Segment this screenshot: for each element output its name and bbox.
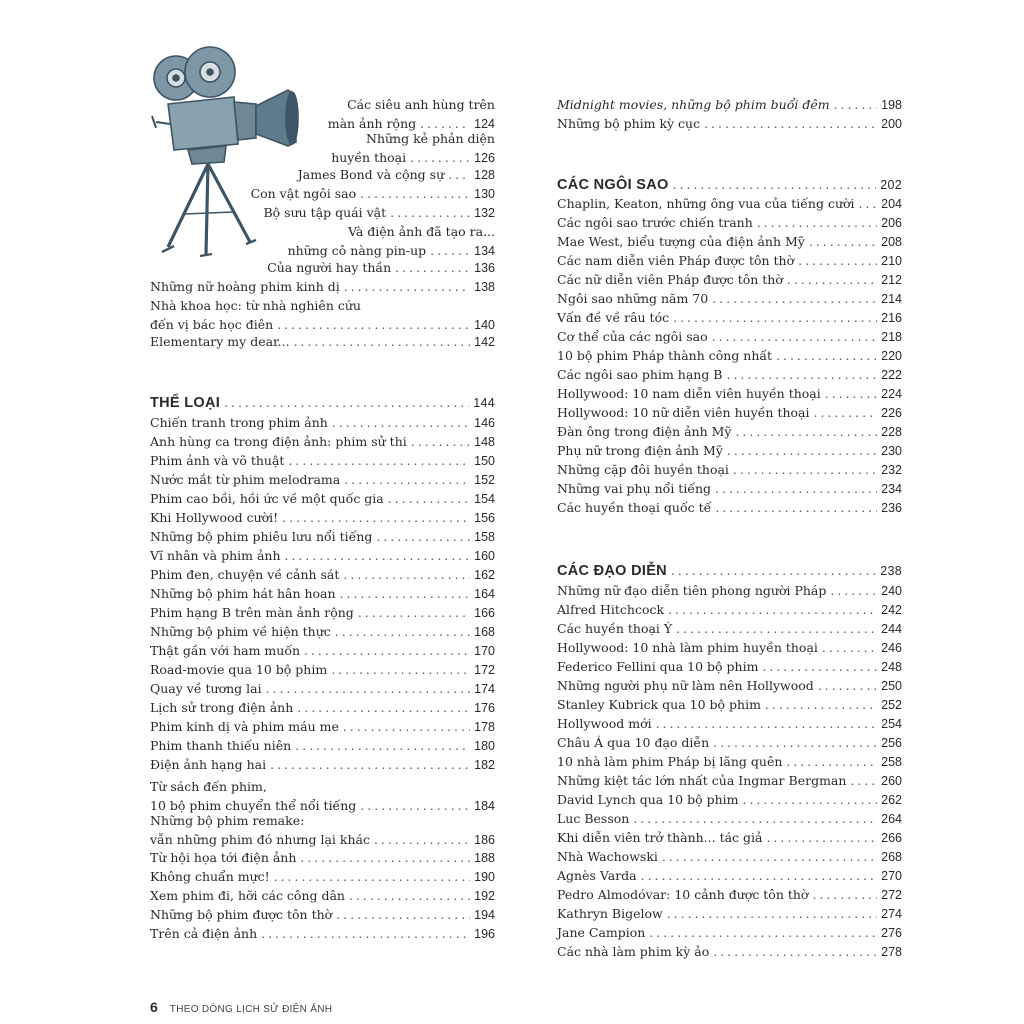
toc-entry[interactable]: Mae West, biểu tượng của điện ảnh Mỹ . . . 208 — [557, 232, 902, 252]
toc-entry[interactable]: Pedro Almodóvar: 10 cảnh được tôn thờ . . . 272 — [557, 885, 902, 905]
toc-entry[interactable]: Chiến tranh trong phim ảnh . . . 146 — [150, 413, 495, 433]
toc-entry[interactable]: Các huyền thoại Ý . . . 244 — [557, 619, 902, 639]
toc-entry[interactable]: Các huyền thoại quốc tế . . . 236 — [557, 498, 902, 518]
toc-entry[interactable]: Những bộ phim phiêu lưu nổi tiếng . . . 158 — [150, 527, 495, 547]
toc-entry[interactable]: Và điện ảnh đã tạo ra... những cô nàng pin-up . . . 134 — [150, 222, 495, 261]
toc-entry[interactable]: Phim ảnh và võ thuật . . . 150 — [150, 451, 495, 471]
toc-entry[interactable]: Phim cao bồi, hồi ức về một quốc gia . . . 154 — [150, 489, 495, 509]
toc-entry[interactable]: Federico Fellini qua 10 bộ phim . . . 248 — [557, 657, 902, 677]
page-footer — [150, 999, 332, 1015]
section-heading[interactable]: THỂ LOẠI . . . 144 — [150, 393, 495, 413]
toc-entry[interactable]: Các siêu anh hùng trên màn ảnh rộng . . . 124 — [150, 95, 495, 134]
toc-entry[interactable]: Agnès Varda . . . 270 — [557, 866, 902, 886]
toc-entry[interactable]: Những bộ phim kỳ cục . . . 200 — [557, 114, 902, 134]
toc-entry[interactable]: Con vật ngôi sao . . . 130 — [150, 184, 495, 204]
toc-entry[interactable]: Nước mắt từ phim melodrama . . . 152 — [150, 470, 495, 490]
section-heading[interactable]: CÁC NGÔI SAO . . . 202 — [557, 175, 902, 195]
toc-entry[interactable]: Phim đen, chuyện về cảnh sát . . . 162 — [150, 565, 495, 585]
toc-entry[interactable]: Hollywood: 10 nam diễn viên huyền thoại . . . 224 — [557, 384, 902, 404]
toc-entry[interactable]: Midnight movies, những bộ phim buổi đêm . . . 198 — [557, 95, 902, 115]
toc-entry[interactable]: James Bond và cộng sự . . . 128 — [150, 165, 495, 185]
running-title: THEO DÒNG LỊCH SỬ ĐIỆN ẢNH — [169, 1004, 333, 1015]
toc-entry[interactable]: Vấn đề về râu tóc . . . 216 — [557, 308, 902, 328]
toc-entry[interactable]: 10 bộ phim Pháp thành công nhất . . . 220 — [557, 346, 902, 366]
toc-entry[interactable]: Vĩ nhân và phim ảnh . . . 160 — [150, 546, 495, 566]
toc-entry[interactable]: Luc Besson . . . 264 — [557, 809, 902, 829]
toc-entry[interactable]: Stanley Kubrick qua 10 bộ phim . . . 252 — [557, 695, 902, 715]
toc-entry[interactable]: Bộ sưu tập quái vật . . . 132 — [150, 203, 495, 223]
toc-entry[interactable]: Các nam diễn viên Pháp được tôn thờ . . . 210 — [557, 251, 902, 271]
toc-entry[interactable]: Phim kinh dị và phim máu me . . . 178 — [150, 717, 495, 737]
toc-entry[interactable]: Thật gần với ham muốn . . . 170 — [150, 641, 495, 661]
toc-entry[interactable]: Trên cả điện ảnh . . . 196 — [150, 924, 495, 944]
toc-entry[interactable]: Quay về tương lai . . . 174 — [150, 679, 495, 699]
toc-entry[interactable]: Lịch sử trong điện ảnh . . . 176 — [150, 698, 495, 718]
toc-entry[interactable]: Phim hạng B trên màn ảnh rộng . . . 166 — [150, 603, 495, 623]
toc-entry[interactable]: Chaplin, Keaton, những ông vua của tiếng cười . . . 204 — [557, 194, 902, 214]
toc-entry[interactable]: Những bộ phim remake: vẫn những phim đó nhưng lại khác . . . 186 — [150, 811, 495, 850]
toc-entry[interactable]: Anh hùng ca trong điện ảnh: phim sử thi . . . 148 — [150, 432, 495, 452]
toc-entry[interactable]: Nhà Wachowski . . . 268 — [557, 847, 902, 867]
page-number: 6 — [150, 999, 158, 1015]
toc-entry[interactable]: Các nữ diễn viên Pháp được tôn thờ . . . 212 — [557, 270, 902, 290]
toc-entry[interactable]: Những kẻ phản diện huyền thoại . . . 126 — [150, 129, 495, 168]
toc-entry[interactable]: Hollywood mới . . . 254 — [557, 714, 902, 734]
toc-entry[interactable]: Hollywood: 10 nhà làm phim huyền thoại . . . 246 — [557, 638, 902, 658]
toc-entry[interactable]: Đàn ông trong điện ảnh Mỹ . . . 228 — [557, 422, 902, 442]
toc-entry[interactable]: Alfred Hitchcock . . . 242 — [557, 600, 902, 620]
toc-entry[interactable]: Road-movie qua 10 bộ phim . . . 172 — [150, 660, 495, 680]
toc-entry[interactable]: Xem phim đi, hỡi các công dân . . . 192 — [150, 886, 495, 906]
toc-entry[interactable]: Những nữ hoàng phim kinh dị . . . 138 — [150, 277, 495, 297]
toc-entry[interactable]: David Lynch qua 10 bộ phim . . . 262 — [557, 790, 902, 810]
toc-entry[interactable]: Châu Á qua 10 đạo diễn . . . 256 — [557, 733, 902, 753]
toc-entry[interactable]: Jane Campion . . . 276 — [557, 923, 902, 943]
toc-entry[interactable]: Những bộ phim về hiện thực . . . 168 — [150, 622, 495, 642]
toc-entry[interactable]: Điện ảnh hạng hai . . . 182 — [150, 755, 495, 775]
toc-entry[interactable]: Hollywood: 10 nữ diễn viên huyền thoại . . . 226 — [557, 403, 902, 423]
toc-entry[interactable]: Các ngôi sao phim hạng B . . . 222 — [557, 365, 902, 385]
toc-entry[interactable]: Những cặp đôi huyền thoại . . . 232 — [557, 460, 902, 480]
toc-entry[interactable]: Những vai phụ nổi tiếng . . . 234 — [557, 479, 902, 499]
toc-entry[interactable]: Phim thanh thiếu niên . . . 180 — [150, 736, 495, 756]
toc-entry[interactable]: Các nhà làm phim kỳ ảo . . . 278 — [557, 942, 902, 962]
toc-entry[interactable]: Những bộ phim hát hân hoan . . . 164 — [150, 584, 495, 604]
toc-entry[interactable]: Từ sách đến phim, 10 bộ phim chuyển thể nổi tiếng . . . 184 — [150, 777, 495, 816]
toc-entry[interactable]: Khi Hollywood cười! . . . 156 — [150, 508, 495, 528]
toc-entry[interactable]: Cơ thể của các ngôi sao . . . 218 — [557, 327, 902, 347]
toc-entry[interactable]: Những bộ phim được tôn thờ . . . 194 — [150, 905, 495, 925]
toc-entry[interactable]: Không chuẩn mực! . . . 190 — [150, 867, 495, 887]
toc-entry[interactable]: Phụ nữ trong điện ảnh Mỹ . . . 230 — [557, 441, 902, 461]
toc-entry[interactable]: Những nữ đạo diễn tiên phong người Pháp . . . 240 — [557, 581, 902, 601]
toc-entry[interactable]: Ngôi sao những năm 70 . . . 214 — [557, 289, 902, 309]
toc-entry[interactable]: 10 nhà làm phim Pháp bị lãng quên . . . 258 — [557, 752, 902, 772]
toc-entry[interactable]: Kathryn Bigelow . . . 274 — [557, 904, 902, 924]
toc-entry[interactable]: Khi diễn viên trở thành... tác giả . . . 266 — [557, 828, 902, 848]
toc-entry[interactable]: Elementary my dear... . . . 142 — [150, 332, 495, 352]
toc-entry[interactable]: Các ngôi sao trước chiến tranh . . . 206 — [557, 213, 902, 233]
toc-entry[interactable]: Của người hay thần . . . 136 — [150, 258, 495, 278]
toc-entry[interactable]: Những người phụ nữ làm nên Hollywood . . . 250 — [557, 676, 902, 696]
toc-entry[interactable]: Những kiệt tác lớn nhất của Ingmar Bergman . . . 260 — [557, 771, 902, 791]
toc-entry[interactable]: Nhà khoa học: từ nhà nghiên cứu đến vị bác học điên . . . 140 — [150, 296, 495, 335]
toc-entry[interactable]: Từ hội họa tới điện ảnh . . . 188 — [150, 848, 495, 868]
section-heading[interactable]: CÁC ĐẠO DIỄN . . . 238 — [557, 561, 902, 581]
